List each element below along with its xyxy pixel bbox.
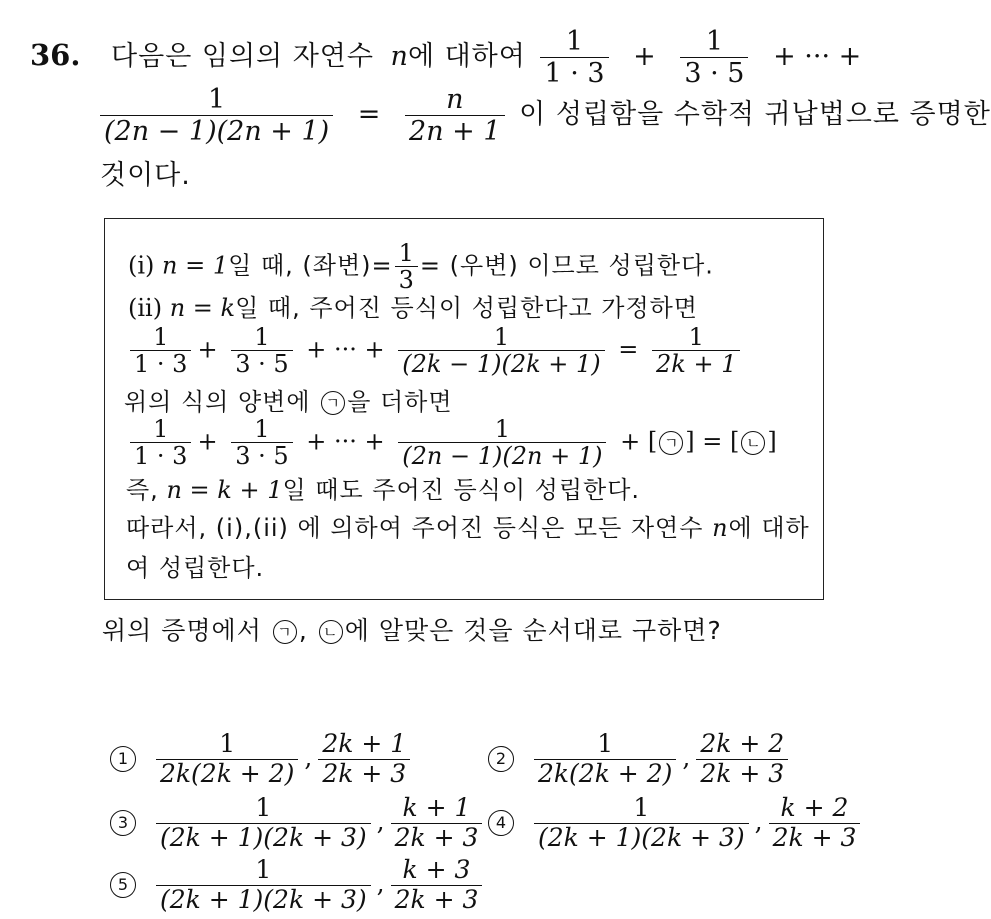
problem-line-2 — [100, 84, 991, 147]
question-line: 위의 증명에서 ㄱ , ㄴ 에 알맞은 것을 순서대로 구하면? — [102, 616, 722, 645]
variable-n: n — [390, 41, 408, 73]
choice-fraction-a: $\frac{1}{2k(2k + 2)}$ — [534, 730, 676, 789]
fraction-n-term: $\frac{1}{(2n - 1)(2n + 1)}$ — [398, 416, 606, 470]
problem-number: 36. — [30, 38, 81, 73]
choice-number: 1 — [110, 746, 136, 772]
proof-line-5: $\frac{1}{1 \cdot 3}$ + $\frac{1}{3 \cdot 5}$ + ··· + $\frac{1}{(2n - 1)(2n + 1)}$ + [ ㄱ ] = [ ㄴ ] — [124, 416, 777, 470]
choice-fraction-a: $\frac{1}{(2k + 1)(2k + 3)}$ — [156, 794, 371, 853]
equals-sign: = — [357, 99, 381, 131]
problem-tail: 이 성립함을 수학적 귀납법으로 증명한 — [519, 99, 991, 131]
problem-intro-2: 에 대하여 — [407, 41, 526, 73]
choice-3[interactable]: 3 $\frac{1}{(2k + 1)(2k + 3)}$ , $\frac{k + 1}{2k + 3}$ — [110, 794, 488, 853]
marker-nieun: ㄴ — [319, 620, 343, 644]
choice-fraction-b: $\frac{k + 3}{2k + 3}$ — [391, 856, 483, 915]
choice-number: 5 — [110, 872, 136, 898]
proof-line-2: (ii) n = k일 때, 주어진 등식이 성립한다고 가정하면 — [128, 294, 698, 322]
fraction-1-over-1x3: $\frac{1}{1 \cdot 3}$ — [130, 324, 191, 378]
choice-fraction-b: $\frac{2k + 2}{2k + 3}$ — [696, 730, 788, 789]
choice-fraction-a: $\frac{1}{2k(2k + 2)}$ — [156, 730, 298, 789]
marker-giyeok: ㄱ — [273, 620, 297, 644]
fraction-1-over-2k1: $\frac{1}{2k + 1}$ — [652, 324, 740, 378]
proof-line-4: 위의 식의 양변에 ㄱ 을 더하면 — [124, 388, 453, 416]
fraction-k-term: $\frac{1}{(2k - 1)(2k + 1)}$ — [398, 324, 604, 378]
choice-fraction-b: $\frac{k + 1}{2k + 3}$ — [391, 794, 483, 853]
fraction-1-over-1x3: $\frac{1}{1 \cdot 3}$ — [130, 416, 191, 470]
choice-fraction-a: $\frac{1}{(2k + 1)(2k + 3)}$ — [534, 794, 749, 853]
problem-line-1 — [30, 26, 871, 89]
plus-sign: + — [633, 41, 656, 73]
choice-1[interactable]: 1 $\frac{1}{2k(2k + 2)}$ , $\frac{2k + 1}{2k + 3}$ — [110, 730, 416, 789]
marker-giyeok: ㄱ — [321, 391, 345, 415]
choice-4[interactable]: 4 $\frac{1}{(2k + 1)(2k + 3)}$ , $\frac{k + 2}{2k + 3}$ — [488, 794, 866, 853]
choice-number: 3 — [110, 810, 136, 836]
ellipsis-sum: + ··· + — [773, 41, 862, 73]
proof-line-1: (i) n = 1일 때, (좌변)= $\frac{1}{3}$ = (우변) 이므로 성립한다. — [128, 239, 714, 295]
choice-5[interactable]: 5 $\frac{1}{(2k + 1)(2k + 3)}$ , $\frac{k + 3}{2k + 3}$ — [110, 856, 488, 915]
proof-line-6: 즉, n = k + 1일 때도 주어진 등식이 성립한다. — [126, 476, 641, 504]
choice-fraction-b: $\frac{k + 2}{2k + 3}$ — [769, 794, 861, 853]
fraction-1-over-3x5: $\frac{1}{3 \cdot 5}$ — [231, 324, 292, 378]
marker-nieun: ㄴ — [741, 431, 765, 455]
fraction-general-term: $\frac{1}{(2n - 1)(2n + 1)}$ — [100, 84, 333, 147]
choice-fraction-a: $\frac{1}{(2k + 1)(2k + 3)}$ — [156, 856, 371, 915]
choice-number: 4 — [488, 810, 514, 836]
choice-number: 2 — [488, 746, 514, 772]
fraction-1-over-3x5: $\frac{1}{3 \cdot 5}$ — [680, 26, 748, 89]
problem-intro: 다음은 임의의 자연수 — [111, 41, 374, 73]
fraction-n-over-2n1: $\frac{n}{2n + 1}$ — [405, 84, 505, 147]
fraction-1-over-3: $\frac{1}{3}$ — [395, 240, 418, 294]
choice-2[interactable]: 2 $\frac{1}{2k(2k + 2)}$ , $\frac{2k + 2}{2k + 3}$ — [488, 730, 794, 789]
fraction-1-over-3x5: $\frac{1}{3 \cdot 5}$ — [231, 416, 292, 470]
proof-line-3: $\frac{1}{1 \cdot 3}$ + $\frac{1}{3 \cdot 5}$ + ··· + $\frac{1}{(2k - 1)(2k + 1)}$ = $\frac{1}{2k + 1}$ — [124, 324, 746, 378]
proof-line-8: 여 성립한다. — [126, 554, 265, 582]
marker-giyeok: ㄱ — [659, 431, 683, 455]
proof-line-7: 따라서, (i),(ii) 에 의하여 주어진 등식은 모든 자연수 n에 대하 — [126, 514, 810, 542]
fraction-1-over-1x3: $\frac{1}{1 \cdot 3}$ — [540, 26, 608, 89]
problem-line-3: 것이다. — [100, 160, 191, 191]
choice-fraction-b: $\frac{2k + 1}{2k + 3}$ — [318, 730, 410, 789]
